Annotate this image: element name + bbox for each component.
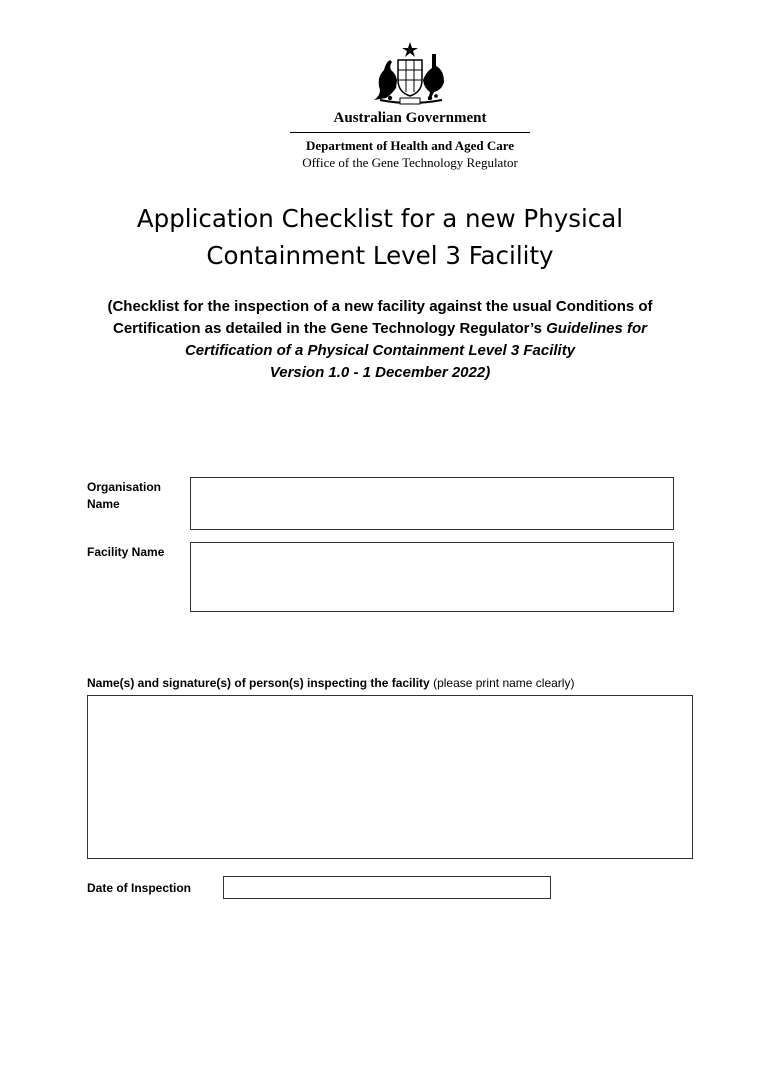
facility-name-field[interactable] <box>190 542 674 612</box>
inspectors-label-note: (please print name clearly) <box>429 676 575 690</box>
subtitle-line-1: (Checklist for the inspection of a new facility against the usual Conditions of <box>107 298 653 315</box>
australian-coat-of-arms-icon <box>360 40 460 106</box>
inspectors-label-bold: Name(s) and signature(s) of person(s) inspecting the facility <box>87 676 430 690</box>
date-of-inspection-field[interactable] <box>223 876 551 899</box>
facility-name-label: Facility Name <box>87 545 165 559</box>
subtitle-line-4: Version 1.0 - 1 December 2022) <box>269 364 491 381</box>
organisation-name-field[interactable] <box>190 477 674 530</box>
inspectors-label <box>87 676 574 690</box>
organisation-name-label <box>87 479 161 513</box>
subtitle-line-2: Certification as detailed in the Gene Technology Regulator’s <box>113 320 547 337</box>
page-subtitle <box>80 296 680 384</box>
inspectors-signature-field[interactable] <box>87 695 693 859</box>
government-logo <box>290 40 530 171</box>
subtitle-line-2-italic: Guidelines for <box>546 320 647 337</box>
title-line-1: Application Checklist for a new Physical <box>136 204 624 233</box>
organisation-label-line-2: Name <box>87 497 120 511</box>
subtitle-line-3: Certification of a Physical Containment Level 3 Facility <box>184 342 576 359</box>
date-of-inspection-label: Date of Inspection <box>87 881 192 895</box>
government-name: Australian Government <box>290 110 530 133</box>
department-name: Department of Health and Aged Care <box>305 138 515 153</box>
organisation-label-line-1: Organisation <box>87 480 162 494</box>
title-line-2: Containment Level 3 Facility <box>206 241 554 270</box>
page-title <box>80 200 680 274</box>
office-name: Office of the Gene Technology Regulator <box>302 155 518 170</box>
